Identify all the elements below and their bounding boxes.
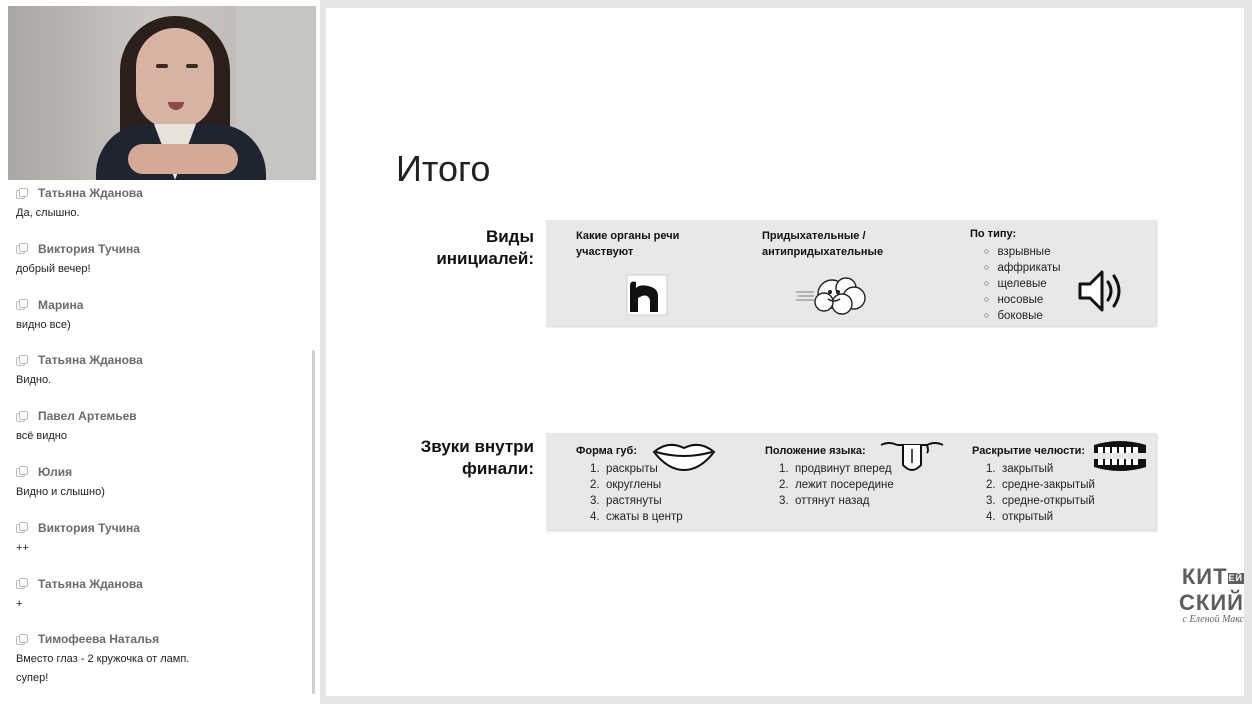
chat-message	[8, 405, 308, 461]
message-text: Вместо глаз - 2 кружочка от ламп.	[16, 653, 190, 666]
tongue-list: 1. продвинут вперед 2. лежит посередине 3. оттянут назад	[779, 463, 894, 507]
message-text: Видно и слышно)	[16, 485, 105, 498]
message-text: ++	[16, 541, 29, 554]
speaker-icon	[1076, 268, 1128, 314]
lips-icon	[652, 438, 716, 472]
message-author: Татьяна Жданова	[38, 353, 143, 368]
aspiration-column: Придыхательные / антипридыхательные	[762, 228, 883, 260]
teeth-icon	[1092, 439, 1148, 473]
message-text: всё видно	[16, 430, 67, 443]
chat-message	[8, 238, 308, 294]
row1-label: Виды инициалей:	[436, 227, 534, 268]
tongue-column: Положение языка: 1. продвинут вперед 2. лежит посередине 3. оттянут назад	[765, 445, 894, 507]
user-icon	[16, 411, 27, 422]
message-author: Татьяна Жданова	[38, 186, 143, 200]
chat-message	[8, 294, 308, 350]
user-icon	[16, 522, 27, 533]
message-text: супер!	[16, 672, 49, 685]
user-icon	[16, 188, 27, 199]
chat-message	[8, 461, 308, 517]
message-author: Виктория Тучина	[38, 241, 140, 256]
message-text: Видно.	[16, 374, 52, 387]
user-icon	[16, 578, 27, 589]
type-list: ○ взрывные ○ аффрикаты ○ щелевые ○ носовые ○ боковые	[970, 244, 1061, 324]
chat-message	[8, 182, 308, 238]
chat-panel	[8, 182, 308, 698]
message-author: Татьяна Жданова	[38, 576, 143, 591]
organs-column: Какие органы речи участвуют	[576, 228, 679, 260]
message-text: добрый вечер!	[16, 262, 91, 275]
presentation-slide	[326, 8, 1244, 696]
lips-column: Форма губ: 1. раскрыты 2. округлены 3. растянуты 4. сжаты в центр	[576, 445, 683, 523]
row1-box	[546, 220, 1156, 326]
user-icon	[16, 243, 27, 254]
row2-box	[546, 433, 1156, 530]
user-icon	[16, 355, 27, 366]
user-icon	[16, 299, 27, 310]
slide-title: Итого	[396, 148, 491, 189]
message-text: видно все)	[16, 318, 71, 331]
message-author: Тимофеева Наталья	[38, 632, 160, 647]
message-author: Виктория Тучина	[38, 520, 140, 535]
type-column: По типу: ○ взрывные ○ аффрикаты ○ щелевые ○ носовые ○ боковые	[970, 226, 1061, 324]
tongue-icon	[879, 437, 945, 475]
webcam-video	[8, 6, 316, 180]
chat-message	[8, 517, 308, 573]
row2-label: Звуки внутри финали:	[420, 437, 534, 478]
message-text: +	[16, 597, 23, 610]
user-icon	[16, 466, 27, 477]
chat-scrollbar[interactable]	[312, 350, 315, 694]
user-icon	[16, 634, 27, 645]
jaw-list: 1. закрытый 2. средне-закрытый 3. средне-открытый 4. открытый	[986, 463, 1095, 523]
message-author: Павел Артемьев	[38, 409, 137, 424]
brand-logo: КИТЕЙСКИЙ с Еленой Макс	[1179, 564, 1244, 625]
chat-message	[8, 628, 308, 684]
lips-list: 1. раскрыты 2. округлены 3. растянуты 4. сжаты в центр	[590, 463, 683, 523]
message-author: Марина	[38, 297, 84, 312]
speech-organs-icon	[626, 274, 668, 316]
jaw-column: Раскрытие челюсти: 1. закрытый 2. средне-закрытый 3. средне-открытый 4. открытый	[972, 445, 1095, 523]
message-author: Юлия	[38, 464, 73, 479]
left-panel	[0, 0, 320, 704]
message-text: Да, слышно.	[16, 207, 80, 219]
chat-message	[8, 349, 308, 405]
breath-cloud-icon	[794, 270, 874, 318]
chat-message	[8, 573, 308, 629]
